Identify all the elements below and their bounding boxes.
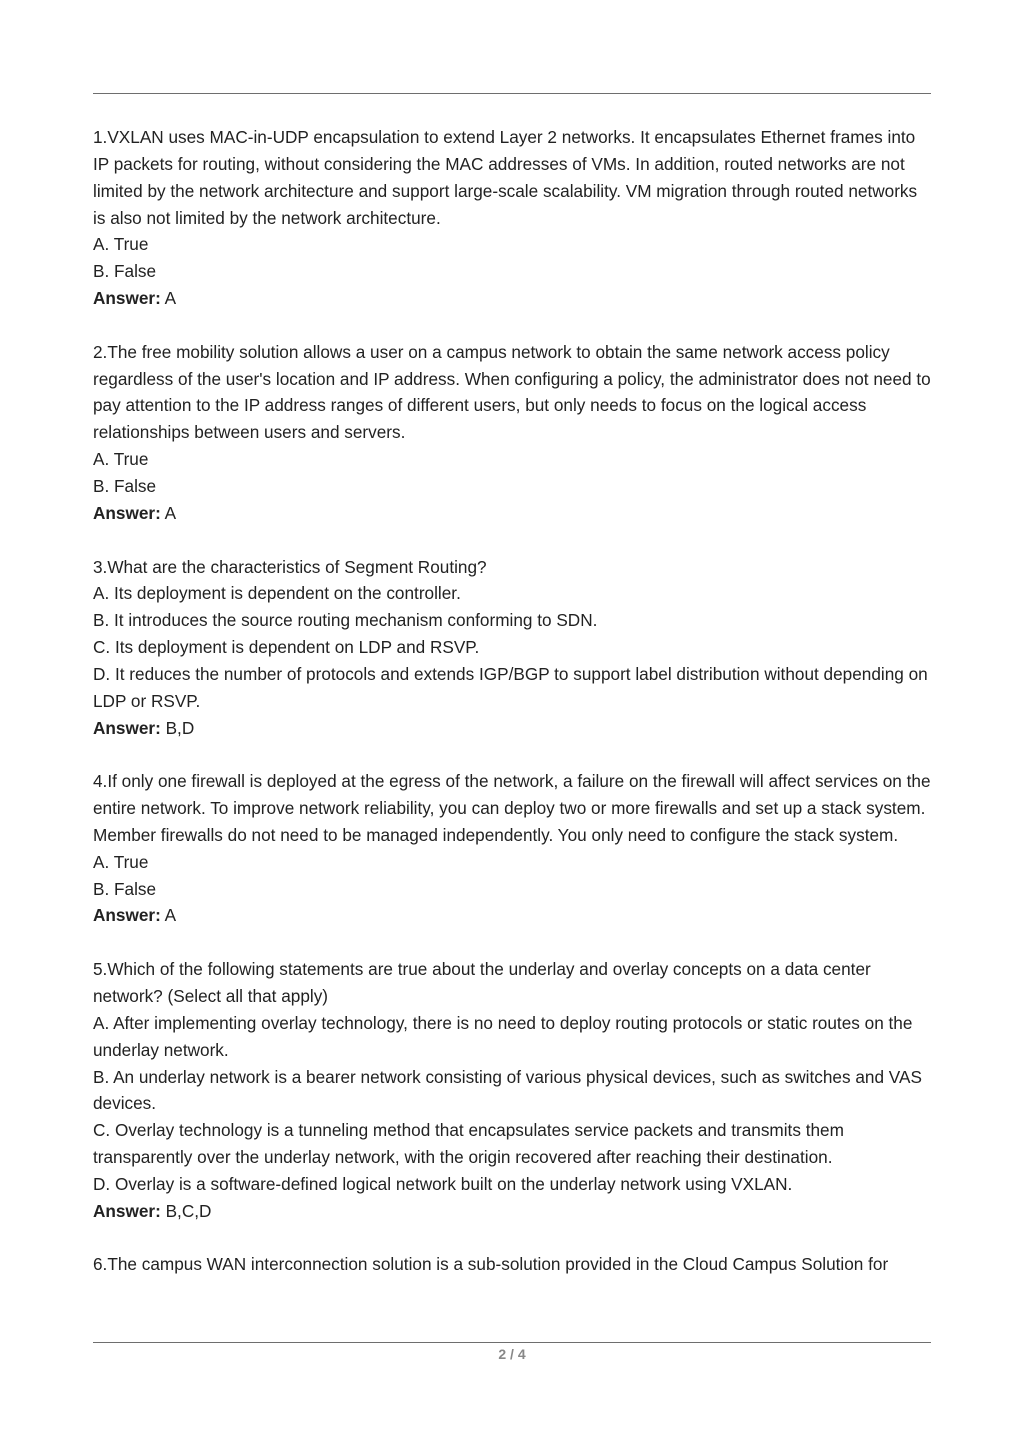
question-stem: 5.Which of the following statements are true about the underlay and overlay concepts on a data center network? (Select all that apply) (93, 959, 871, 1006)
question-list (93, 124, 933, 1305)
option-b: B. False (93, 261, 157, 282)
question-3 (93, 554, 933, 742)
page-number: 2 / 4 (498, 1346, 526, 1362)
footer-divider (93, 1342, 931, 1343)
answer-label: Answer: (93, 905, 161, 926)
answer-value: A (164, 502, 177, 523)
option-d: D. It reduces the number of protocols and extends IGP/BGP to support label distribution without depending on LDP or RSVP. (93, 663, 928, 711)
question-4 (93, 768, 933, 929)
option-d: D. Overlay is a software-defined logical network built on the underlay network using VXLAN. (93, 1173, 793, 1194)
question-stem: 2.The free mobility solution allows a user on a campus network to obtain the same network access policy regardless of the user's location and IP address. When configuring a policy, the administrator does not need to pay attention to the IP address ranges of different users, but only needs to focus on the logical access relationships between users and servers. (93, 341, 931, 443)
header-divider (93, 93, 931, 94)
option-a: A. Its deployment is dependent on the controller. (93, 583, 461, 604)
answer-label: Answer: (93, 1200, 161, 1221)
option-a: A. True (93, 851, 149, 872)
answer-value: A (164, 905, 177, 926)
answer-line (93, 1198, 933, 1225)
option-a: A. True (93, 449, 149, 470)
question-5 (93, 956, 933, 1224)
answer-value: B,D (165, 717, 195, 738)
option-b: B. False (93, 878, 157, 899)
option-b: B. It introduces the source routing mechanism conforming to SDN. (93, 610, 598, 631)
answer-line (93, 285, 933, 312)
answer-label: Answer: (93, 717, 161, 738)
option-a: A. True (93, 234, 149, 255)
answer-label: Answer: (93, 502, 161, 523)
question-2 (93, 339, 933, 527)
answer-line (93, 715, 933, 742)
answer-value: A (164, 288, 177, 309)
option-b: B. An underlay network is a bearer network consisting of various physical devices, such as switches and VAS devices. (93, 1066, 922, 1114)
answer-value: B,C,D (165, 1200, 212, 1221)
option-c: C. Its deployment is dependent on LDP and RSVP. (93, 637, 480, 658)
option-c: C. Overlay technology is a tunneling method that encapsulates service packets and transmits them transparently over the underlay network, with the origin recovered after reaching their destination. (93, 1120, 844, 1168)
answer-label: Answer: (93, 288, 161, 309)
option-a: A. After implementing overlay technology, there is no need to deploy routing protocols or static routes on the underlay network. (93, 1012, 913, 1060)
answer-line (93, 902, 933, 929)
question-6 (93, 1251, 933, 1278)
question-stem: 1.VXLAN uses MAC-in-UDP encapsulation to extend Layer 2 networks. It encapsulates Ethernet frames into IP packets for routing, without considering the MAC addresses of VMs. In addition, routed networks are not limited by the network architecture and support large-scale scalability. VM migration through routed networks is also not limited by the network architecture. (93, 127, 918, 228)
question-stem: 3.What are the characteristics of Segment Routing? (93, 556, 487, 577)
question-stem: 4.If only one firewall is deployed at the egress of the network, a failure on the firewall will affect services on the entire network. To improve network reliability, you can deploy two or more firewalls and set up a stack system. Member firewalls do not need to be managed independently. You only need to configure the stack system. (93, 771, 931, 845)
question-1 (93, 124, 933, 312)
option-b: B. False (93, 475, 157, 496)
question-stem: 6.The campus WAN interconnection solution is a sub-solution provided in the Cloud Campus Solution for (93, 1254, 889, 1275)
answer-line (93, 500, 933, 527)
